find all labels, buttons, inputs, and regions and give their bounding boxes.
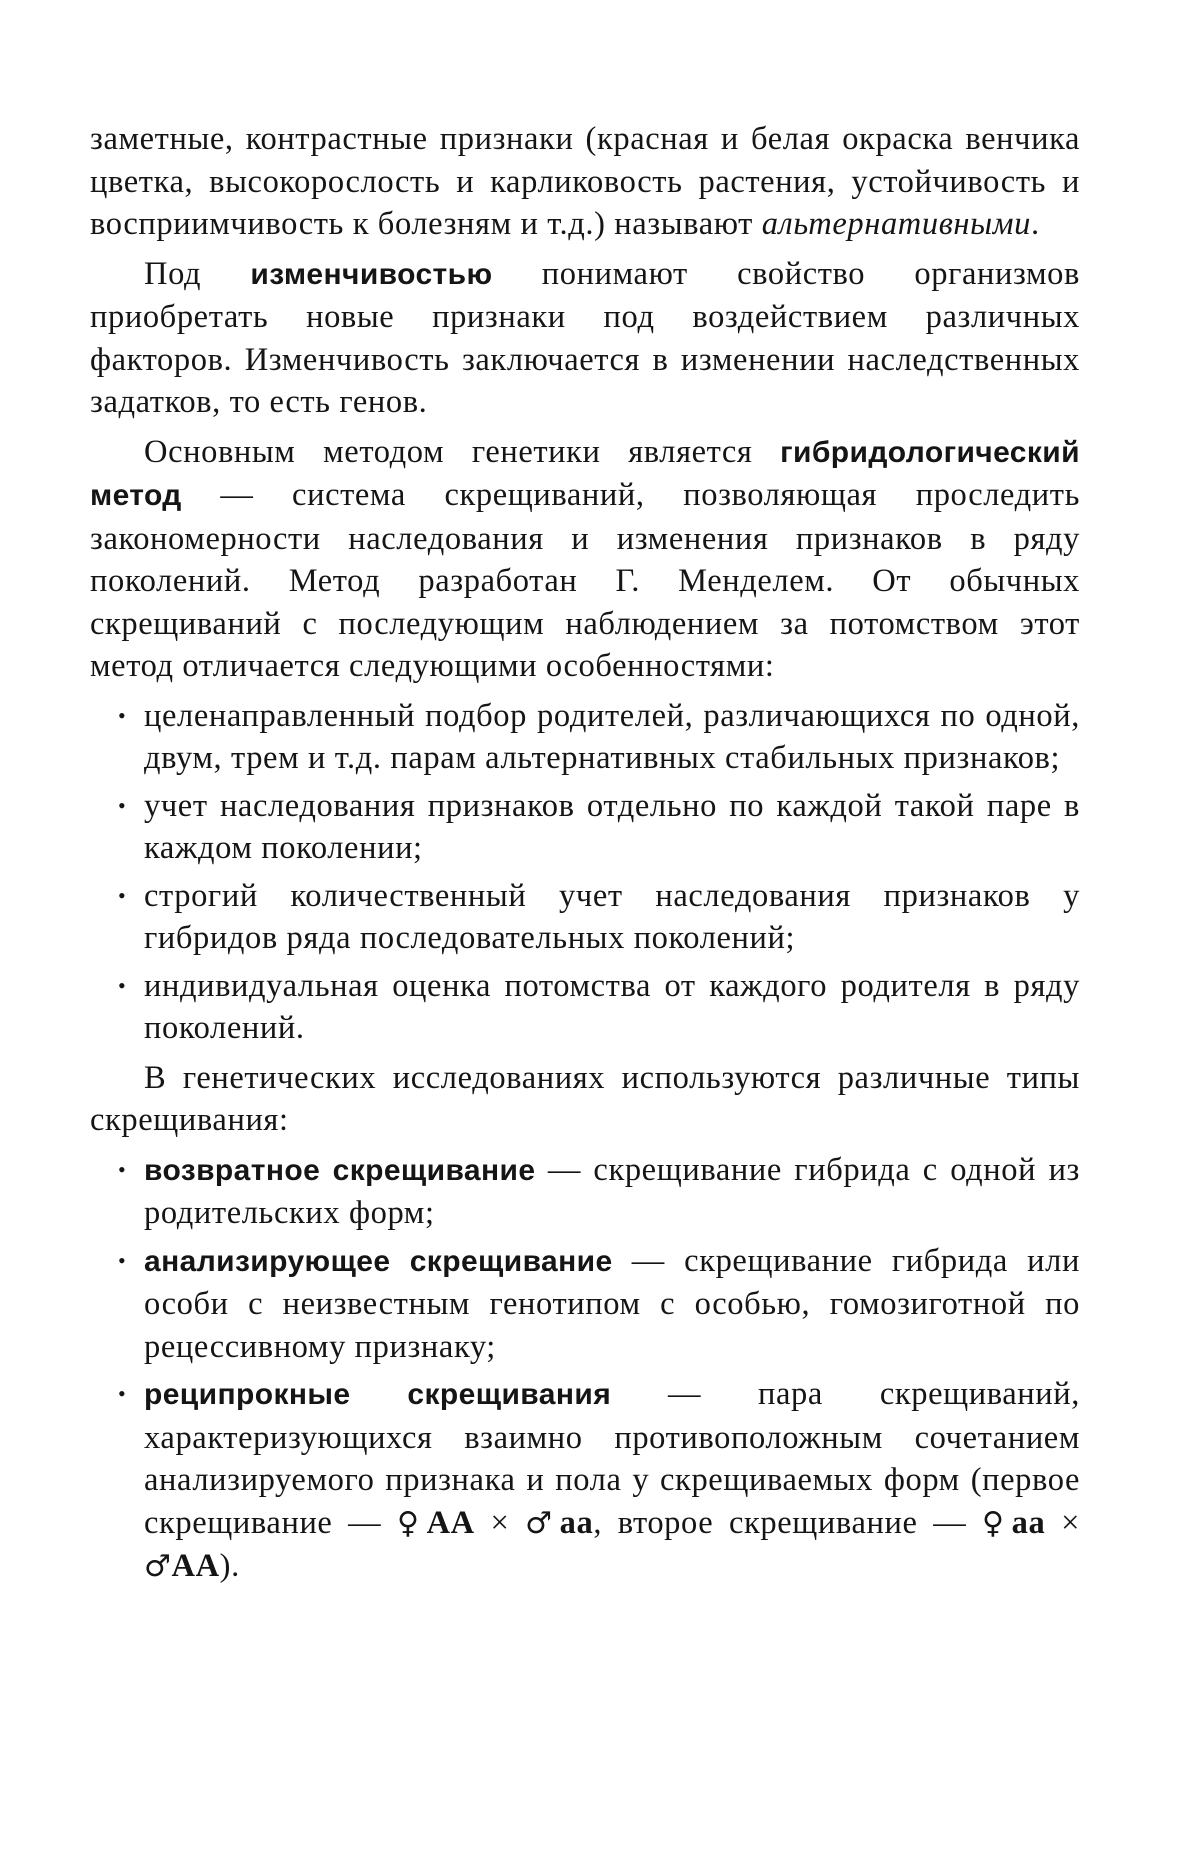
term-variability: изменчивостью	[250, 257, 493, 291]
list-item-text: индивидуальная оценка потомства от каждого родителя в ряду поколений.	[144, 967, 1080, 1046]
bullet-icon: •	[118, 882, 127, 908]
list-item-text: — скрещивание гибрида или особи с неизвестным генотипом с особью, гомозиготной по рецессивному признаку;	[144, 1242, 1080, 1365]
list-item-text: — пара скрещиваний, характеризующихся взаимно противоположным сочетанием анализируемого признака и пола у скрещиваемых форм (первое скрещивание —	[144, 1376, 1080, 1541]
list-item	[90, 1373, 1080, 1589]
cross-types-list	[90, 1149, 1080, 1589]
term-hybridological-method: гибридологический метод	[90, 435, 1080, 512]
list-item	[90, 875, 1080, 960]
times-sign: ×	[490, 1504, 510, 1541]
list-item-text: строгий количественный учет наследования признаков у гибридов ряда последовательных поколений;	[144, 877, 1080, 956]
male-symbol-icon: ♂	[525, 1505, 560, 1541]
paragraph-start: Под	[144, 255, 251, 292]
paragraph-text: заметные, контрастные признаки (красная и белая окраска венчика цветка, высокорослость и карликовость растения, устойчивость и восприимчивость к болезням и т.д.) называют	[90, 121, 1080, 242]
list-item	[90, 785, 1080, 870]
paragraph-text: понимают свойство организмов приобретать новые признаки под воздействием различных факторов. Изменчивость заключается в изменении наследственных задатков, то есть генов.	[90, 255, 1080, 420]
list-item	[90, 965, 1080, 1050]
times-sign: ×	[1061, 1504, 1080, 1541]
term-reciprocal-cross: реципрокные скрещивания	[144, 1378, 612, 1411]
list-item	[90, 1149, 1080, 1235]
bullet-icon: •	[118, 1247, 127, 1273]
male-symbol-icon: ♂	[144, 1549, 172, 1584]
genotype-female-1: AA	[426, 1504, 475, 1541]
term-backcross: возвратное скрещивание	[144, 1153, 536, 1187]
method-features-list	[90, 695, 1080, 1050]
term-test-cross: анализирующее скрещивание	[144, 1244, 613, 1278]
list-item-text-end: ).	[219, 1548, 240, 1584]
bullet-icon: •	[118, 702, 127, 728]
paragraph-text: В генетических исследованиях используются различные типы скрещивания:	[90, 1059, 1080, 1138]
paragraph-hybridological-method	[90, 431, 1080, 688]
paragraph-cross-types-intro	[90, 1057, 1080, 1142]
genotype-male-1: aa	[559, 1504, 594, 1541]
bullet-icon: •	[118, 792, 127, 818]
bullet-icon: •	[118, 1381, 127, 1406]
genotype-male-2: AA	[171, 1548, 220, 1584]
list-item-text: целенаправленный подбор родителей, различающихся по одной, двум, трем и т.д. парам альтернативных стабильных признаков;	[144, 697, 1080, 776]
paragraph-text: — система скрещиваний, позволяющая проследить закономерности наследования и изменения признаков в ряду поколений. Метод разработан Г. Менделем. От обычных скрещиваний с последующим наблюдением за потомством этот метод отличается следующими особенностями:	[90, 477, 1080, 684]
page-text-body	[90, 118, 1080, 1596]
list-item	[90, 695, 1080, 780]
paragraph-end: .	[1030, 206, 1040, 242]
list-item-text: — скрещивание гибрида с одной из родительских форм;	[144, 1151, 1080, 1231]
female-symbol-icon: ♀	[982, 1505, 1012, 1541]
female-symbol-icon: ♀	[397, 1505, 427, 1541]
term-alternative: альтернативными	[761, 206, 1031, 242]
genotype-female-2: aa	[1011, 1504, 1046, 1541]
bullet-icon: •	[118, 1156, 127, 1182]
paragraph-alternative-traits	[90, 118, 1080, 246]
list-item-text-middle: , второе скрещивание —	[593, 1504, 983, 1541]
paragraph-start: Основным методом генетики является	[144, 433, 781, 470]
paragraph-variability	[90, 253, 1080, 424]
bullet-icon: •	[118, 972, 127, 998]
list-item-text: учет наследования признаков отдельно по каждой такой паре в каждом поколении;	[144, 787, 1080, 866]
list-item	[90, 1240, 1080, 1369]
